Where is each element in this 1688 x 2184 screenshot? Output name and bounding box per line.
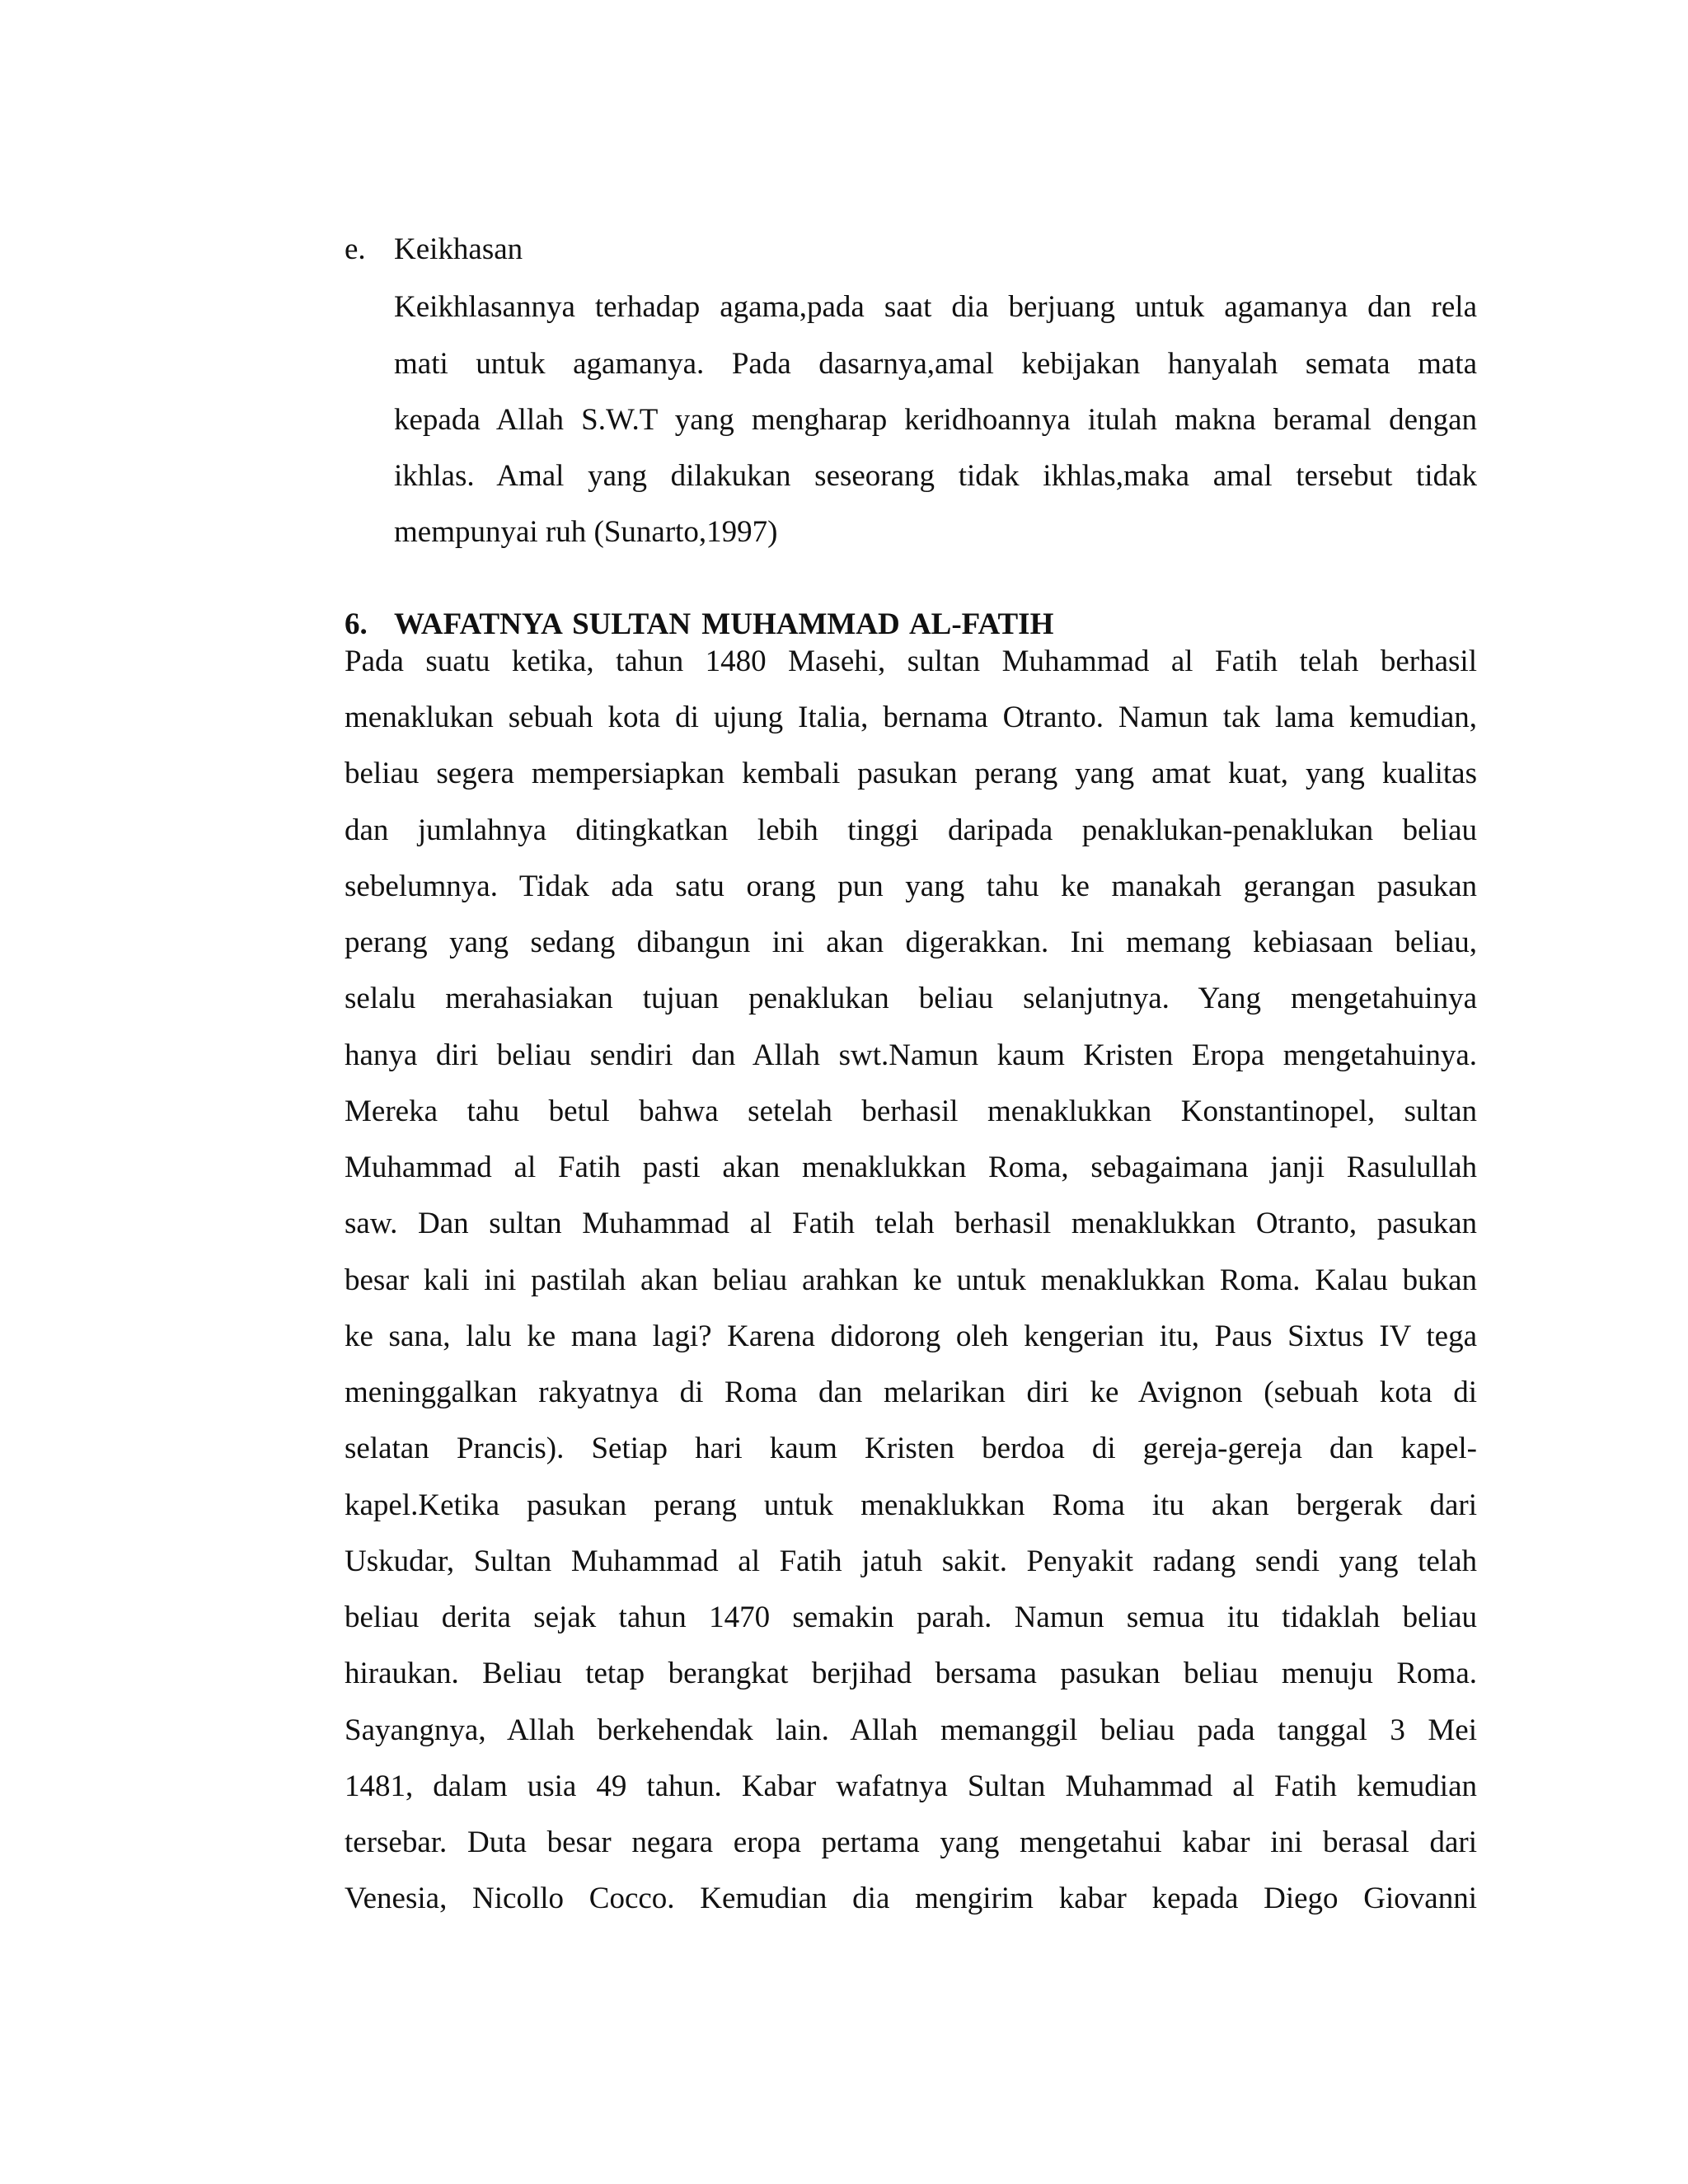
body-line: beliau derita sejak tahun 1470 semakin parah. Namun semua itu tidaklah beliau bbox=[345, 1601, 1477, 1634]
subsection-line: mati untuk agamanya. Pada dasarnya,amal kebijakan hanyalah semata mata bbox=[394, 347, 1477, 381]
body-line: kapel.Ketika pasukan perang untuk menaklukkan Roma itu akan bergerak dari bbox=[345, 1488, 1477, 1522]
body-line: perang yang sedang dibangun ini akan digerakkan. Ini memang kebiasaan beliau, bbox=[345, 926, 1477, 959]
body-line: ke sana, lalu ke mana lagi? Karena didorong oleh kengerian itu, Paus Sixtus IV tega bbox=[345, 1319, 1477, 1353]
body-line: dan jumlahnya ditingkatkan lebih tinggi daripada penaklukan-penaklukan beliau bbox=[345, 813, 1477, 847]
subsection-heading bbox=[345, 229, 523, 270]
subsection-line: mempunyai ruh (Sunarto,1997) bbox=[394, 515, 778, 549]
subsection-line: kepada Allah S.W.T yang mengharap keridhoannya itulah makna beramal dengan bbox=[394, 403, 1477, 437]
body-line: Sayangnya, Allah berkehendak lain. Allah memanggil beliau pada tanggal 3 Mei bbox=[345, 1713, 1477, 1747]
body-line: 1481, dalam usia 49 tahun. Kabar wafatnya Sultan Muhammad al Fatih kemudian bbox=[345, 1769, 1477, 1803]
body-line: menaklukan sebuah kota di ujung Italia, bernama Otranto. Namun tak lama kemudian, bbox=[345, 701, 1477, 734]
subsection-line: Keikhlasannya terhadap agama,pada saat dia berjuang untuk agamanya dan rela bbox=[394, 290, 1477, 324]
body-line: Muhammad al Fatih pasti akan menaklukkan Roma, sebagaimana janji Rasulullah bbox=[345, 1151, 1477, 1184]
body-line: hiraukan. Beliau tetap berangkat berjihad bersama pasukan beliau menuju Roma. bbox=[345, 1657, 1477, 1690]
body-line: hanya diri beliau sendiri dan Allah swt.Namun kaum Kristen Eropa mengetahuinya. bbox=[345, 1038, 1477, 1072]
body-line: besar kali ini pastilah akan beliau arahkan ke untuk menaklukkan Roma. Kalau bukan bbox=[345, 1263, 1477, 1297]
body-line: beliau segera mempersiapkan kembali pasukan perang yang amat kuat, yang kualitas bbox=[345, 757, 1477, 790]
body-line: Mereka tahu betul bahwa setelah berhasil menaklukkan Konstantinopel, sultan bbox=[345, 1094, 1477, 1128]
section-title: WAFATNYA SULTAN MUHAMMAD AL-FATIH bbox=[394, 607, 1054, 641]
subsection-line: ikhlas. Amal yang dilakukan seseorang tidak ikhlas,maka amal tersebut tidak bbox=[394, 459, 1477, 493]
subsection-marker: e. bbox=[345, 232, 366, 266]
body-line: saw. Dan sultan Muhammad al Fatih telah berhasil menaklukkan Otranto, pasukan bbox=[345, 1207, 1477, 1240]
body-line: selalu merahasiakan tujuan penaklukan beliau selanjutnya. Yang mengetahuinya bbox=[345, 982, 1477, 1015]
body-line: Venesia, Nicollo Cocco. Kemudian dia mengirim kabar kepada Diego Giovanni bbox=[345, 1882, 1477, 1915]
body-line: meninggalkan rakyatnya di Roma dan melarikan diri ke Avignon (sebuah kota di bbox=[345, 1376, 1477, 1409]
body-line: tersebar. Duta besar negara eropa pertama yang mengetahui kabar ini berasal dari bbox=[345, 1825, 1477, 1859]
section-number: 6. bbox=[345, 607, 368, 641]
subsection-title: Keikhasan bbox=[394, 232, 523, 266]
body-line: Uskudar, Sultan Muhammad al Fatih jatuh sakit. Penyakit radang sendi yang telah bbox=[345, 1544, 1477, 1578]
section-heading bbox=[345, 604, 1053, 645]
body-line: Pada suatu ketika, tahun 1480 Masehi, sultan Muhammad al Fatih telah berhasil bbox=[345, 644, 1477, 678]
body-line: selatan Prancis). Setiap hari kaum Kristen berdoa di gereja-gereja dan kapel- bbox=[345, 1432, 1477, 1465]
body-line: sebelumnya. Tidak ada satu orang pun yang tahu ke manakah gerangan pasukan bbox=[345, 869, 1477, 903]
